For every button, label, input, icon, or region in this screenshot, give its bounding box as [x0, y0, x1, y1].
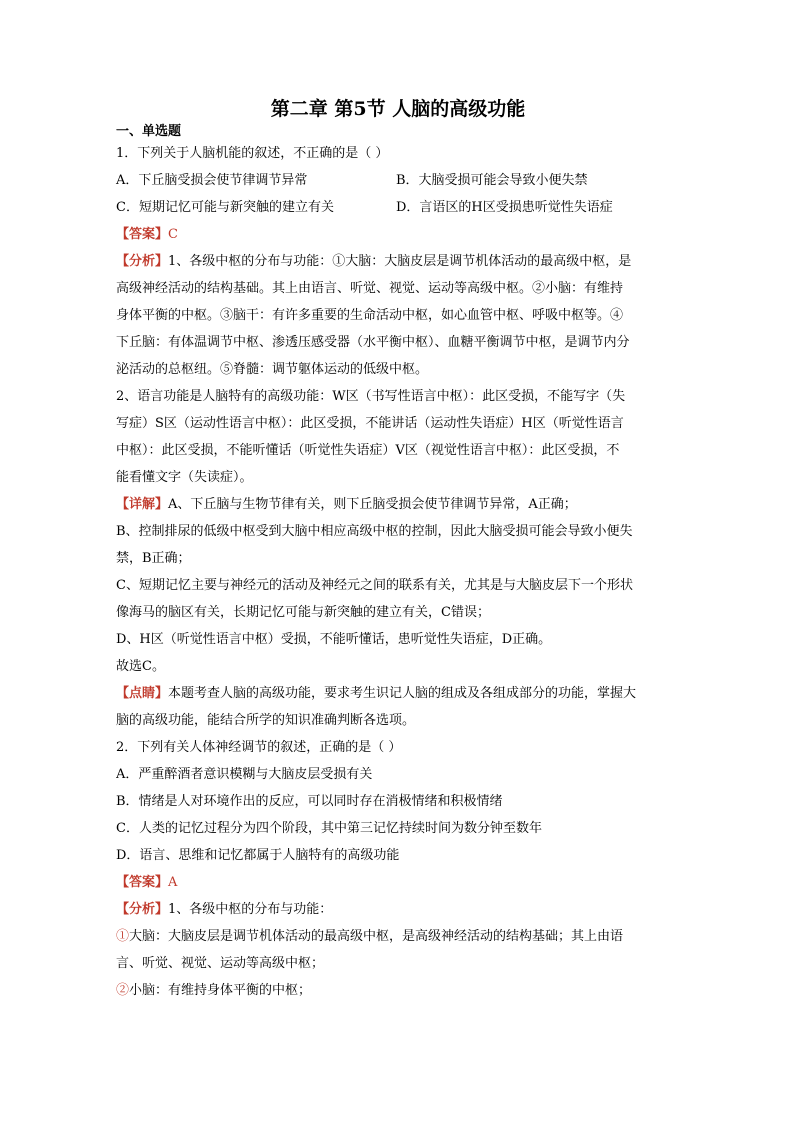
- document-page: [116, 96, 680, 1004]
- circled-number: ①: [116, 929, 130, 944]
- comment-line: 脑的高级功能，能结合所学的知识准确判断各选项。: [116, 713, 416, 728]
- answer-value: C: [168, 227, 178, 242]
- analysis-text: 1、各级中枢的分布与功能：①大脑：大脑皮层是调节机体活动的最高级中枢，是: [168, 254, 632, 269]
- answer-value: A: [168, 875, 178, 890]
- options-row: [116, 194, 680, 221]
- option-c: C．人类的记忆过程分为四个阶段，其中第三记忆持续时间为数分钟至数年: [116, 821, 542, 836]
- comment-tag: 【点睛】: [116, 686, 169, 701]
- comment-text: 本题考查人脑的高级功能，要求考生识记人脑的组成及各组成部分的功能，掌握大: [168, 686, 637, 701]
- analysis-line: 言、听觉、视觉、运动等高级中枢；: [116, 956, 325, 971]
- question-stem: 2．下列有关人体神经调节的叙述，正确的是（ ）: [116, 740, 402, 755]
- analysis-line: [116, 248, 680, 275]
- question-1: [116, 140, 680, 734]
- answer-line: [116, 869, 680, 896]
- analysis-tag: 【分析】: [116, 902, 169, 917]
- answer-tag: 【答案】: [116, 875, 169, 890]
- option-a: A．下丘脑受损会使节律调节异常: [116, 173, 308, 188]
- detail-line: 像海马的脑区有关，长期记忆可能与新突触的建立有关，C错误；: [116, 605, 490, 620]
- detail-line: C、短期记忆主要与神经元的活动及神经元之间的联系有关，尤其是与大脑皮层下一个形状: [116, 578, 633, 593]
- option-d: D．言语区的H区受损患听觉性失语症: [396, 200, 613, 215]
- analysis-text: 小脑：有维持身体平衡的中枢；: [129, 983, 312, 998]
- analysis-tag: 【分析】: [116, 254, 169, 269]
- options-row: [116, 167, 680, 194]
- option-b: B．大脑受损可能会导致小便失禁: [396, 173, 588, 188]
- option-a: A．严重醉酒者意识模糊与大脑皮层受损有关: [116, 767, 373, 782]
- analysis-line: [116, 977, 680, 1004]
- analysis-line: [116, 923, 680, 950]
- analysis-line: 2、语言功能是人脑特有的高级功能：W区（书写性语言中枢）：此区受损，不能写字（失: [116, 389, 626, 404]
- analysis-line: 下丘脑：有体温调节中枢、渗透压感受器（水平衡中枢）、血糖平衡调节中枢，是调节内分: [116, 335, 630, 350]
- circled-number: ②: [116, 983, 130, 998]
- detail-tag: 【详解】: [116, 497, 169, 512]
- analysis-line: 泌活动的总枢纽。⑤脊髓：调节躯体运动的低级中枢。: [116, 362, 429, 377]
- analysis-line: 写症）S区（运动性语言中枢）：此区受损，不能讲话（运动性失语症）H区（听觉性语言: [116, 416, 624, 431]
- option-c: C．短期记忆可能与新突触的建立有关: [116, 200, 334, 215]
- option-b: B．情绪是人对环境作出的反应，可以同时存在消极情绪和积极情绪: [116, 794, 503, 809]
- analysis-line: 能看懂文字（失读症）。: [116, 470, 253, 485]
- analysis-line: 身体平衡的中枢。③脑干：有许多重要的生命活动中枢，如心血管中枢、呼吸中枢等。④: [116, 308, 624, 323]
- detail-line: 禁，B正确；: [116, 551, 191, 566]
- detail-line: 故选C。: [116, 659, 165, 674]
- answer-tag: 【答案】: [116, 227, 169, 242]
- analysis-line: [116, 896, 680, 923]
- answer-line: [116, 221, 680, 248]
- analysis-line: 高级神经活动的结构基础。其上由语言、听觉、视觉、运动等高级中枢。②小脑：有维持: [116, 281, 624, 296]
- analysis-text: 大脑：大脑皮层是调节机体活动的最高级中枢，是高级神经活动的结构基础；其上由语: [129, 929, 624, 944]
- comment-line: [116, 680, 680, 707]
- analysis-text: 1、各级中枢的分布与功能：: [168, 902, 333, 917]
- detail-line: D、H区（听觉性语言中枢）受损，不能听懂话，患听觉性失语症，D正确。: [116, 632, 552, 647]
- option-d: D．语言、思维和记忆都属于人脑特有的高级功能: [116, 848, 400, 863]
- detail-text: A、下丘脑与生物节律有关，则下丘脑受损会使节律调节异常，A正确；: [168, 497, 577, 512]
- document-title: 第二章 第5节 人脑的高级功能: [270, 98, 526, 120]
- analysis-line: 中枢）：此区受损，不能听懂话（听觉性失语症）V区（视觉性语言中枢）：此区受损，不: [116, 443, 620, 458]
- detail-line: [116, 491, 680, 518]
- question-2: [116, 734, 680, 1004]
- detail-line: B、控制排尿的低级中枢受到大脑中相应高级中枢的控制，因此大脑受损可能会导致小便失: [116, 524, 633, 539]
- section-heading: 一、单选题: [116, 124, 182, 139]
- question-stem: 1．下列关于人脑机能的叙述，不正确的是（ ）: [116, 146, 389, 161]
